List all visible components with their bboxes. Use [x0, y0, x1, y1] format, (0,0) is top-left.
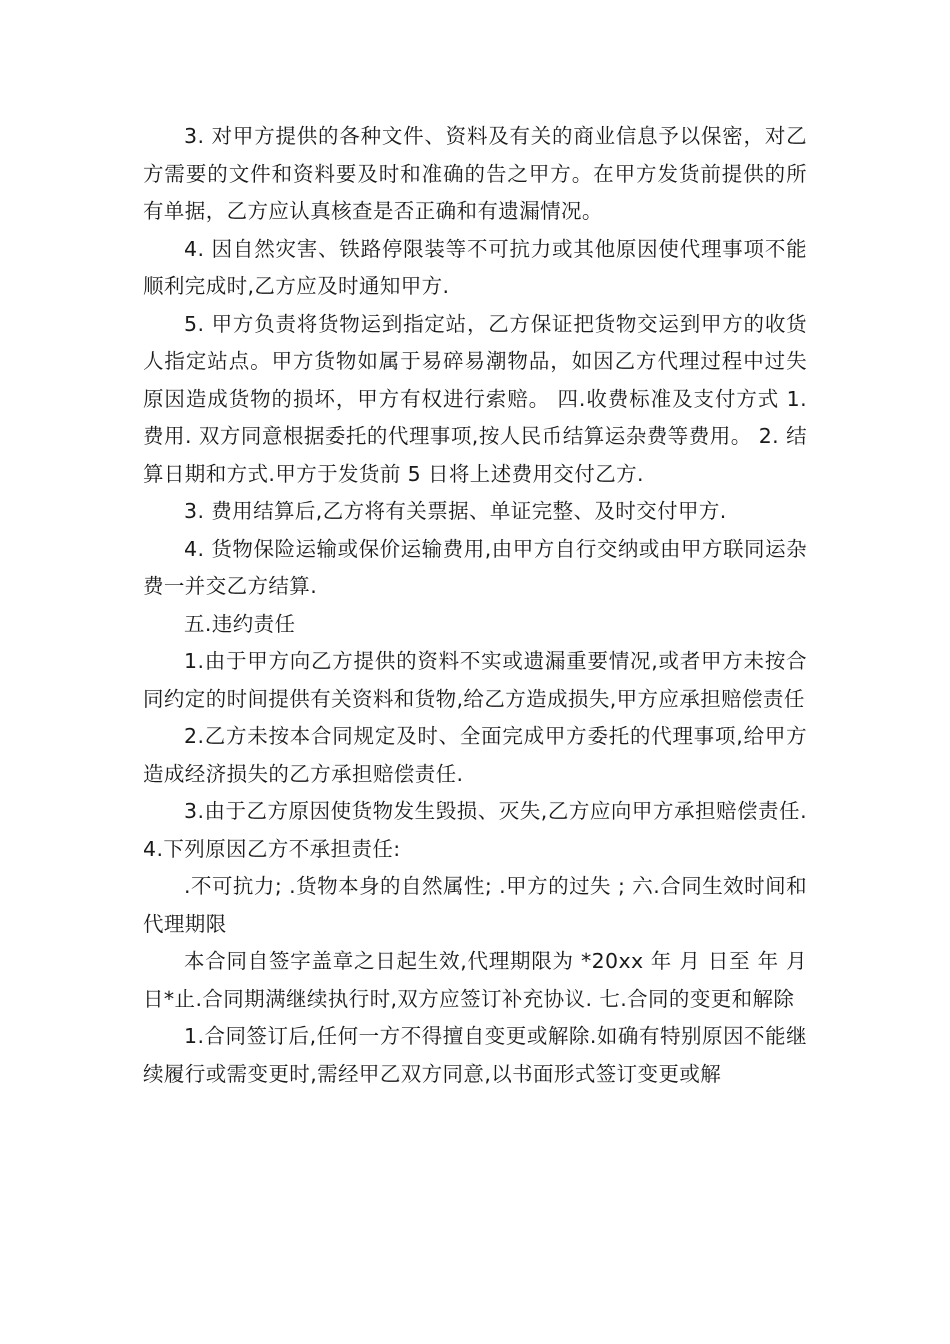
paragraph-damage-liability: 3.由于乙方原因使货物发生毁损、灭失,乙方应向甲方承担赔偿责任. 4.下列原因乙方不承担责任:	[143, 799, 807, 861]
paragraph-fee-settlement: 3. 费用结算后,乙方将有关票据、单证完整、及时交付甲方.	[184, 499, 727, 523]
paragraph-delivery-and-fees: 5. 甲方负责将货物运到指定站，乙方保证把货物交运到甲方的收货人指定站点。甲方货物如属于易碎易潮物品，如因乙方代理过程中过失原因造成货物的损坏，甲方有权进行索赔。 四.收费标准及支付方式 1. 费用. 双方同意根据委托的代理事项,按人民币结算运杂费等费用。 2. 结算日期和方式.甲方于发货前 5 日将上述费用交付乙方.	[143, 311, 807, 486]
paragraph-effective-term: 本合同自签字盖章之日起生效,代理期限为 *20xx 年 月 日至 年 月 日*止.合同期满继续执行时,双方应签订补充协议. 七.合同的变更和解除	[143, 949, 807, 1011]
section-heading-breach: 五.违约责任	[184, 611, 296, 636]
paragraph-modification: 1.合同签订后,任何一方不得擅自变更或解除.如确有特别原因不能继续履行或需变更时,需经甲乙双方同意,以书面形式签订变更或解	[143, 1024, 807, 1086]
paragraph-insurance-fees: 4. 货物保险运输或保价运输费用,由甲方自行交纳或由甲方联同运杂费一并交乙方结算.	[143, 536, 807, 598]
document-body	[143, 118, 807, 1093]
paragraph-breach-party-a: 1.由于甲方向乙方提供的资料不实或遗漏重要情况,或者甲方未按合同约定的时间提供有关资料和货物,给乙方造成损失,甲方应承担赔偿责任	[143, 649, 807, 711]
paragraph-force-majeure-notice: 4. 因自然灾害、铁路停限装等不可抗力或其他原因使代理事项不能顺利完成时,乙方应及时通知甲方.	[143, 236, 807, 298]
paragraph-exemptions: .不可抗力; .货物本身的自然属性; .甲方的过失 ; 六.合同生效时间和代理期限	[143, 874, 807, 936]
paragraph-breach-party-b: 2.乙方未按本合同规定及时、全面完成甲方委托的代理事项,给甲方造成经济损失的乙方承担赔偿责任.	[143, 724, 807, 786]
paragraph-confidentiality: 3. 对甲方提供的各种文件、资料及有关的商业信息予以保密，对乙方需要的文件和资料要及时和准确的告之甲方。在甲方发货前提供的所有单据，乙方应认真核查是否正确和有遗漏情况。	[143, 124, 807, 223]
